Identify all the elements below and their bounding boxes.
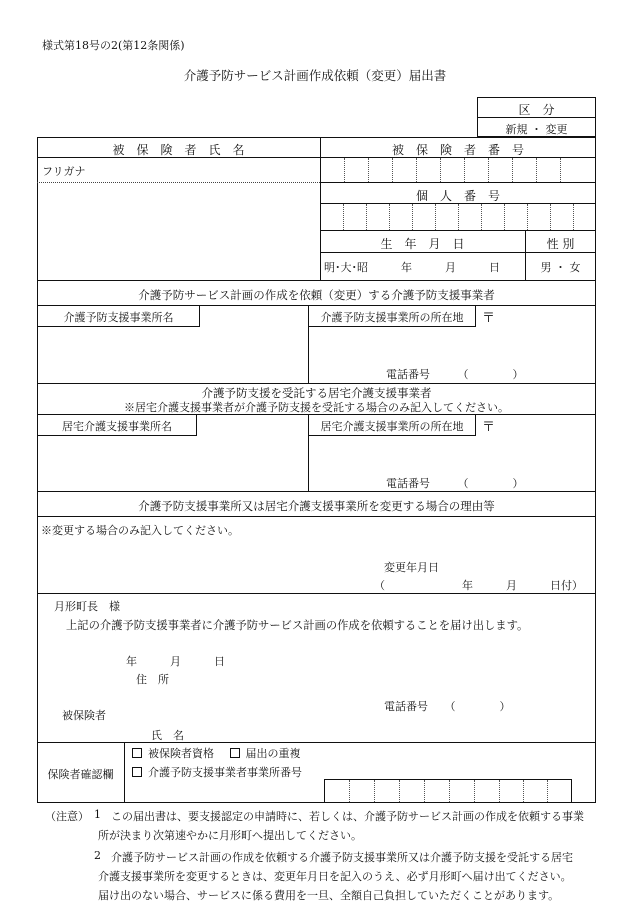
insurer-check-label: 保険者確認欄 (47, 768, 114, 781)
insured-number-field[interactable] (321, 158, 595, 182)
sex-field[interactable]: 男 ・ 女 (540, 261, 581, 274)
insurer-check-row1 (132, 745, 301, 761)
sex-header: 性 別 (546, 237, 575, 251)
furigana-label: フリガナ (42, 165, 86, 178)
insured-label: 被保険者 (62, 709, 106, 722)
notes-lead: （注意） (45, 810, 89, 823)
change-reason-note: ※変更する場合のみ記入してください。 (41, 524, 239, 537)
prevention-provider-name-label: 介護予防支援事業所名 (63, 311, 174, 324)
note-2-line-3: 届け出のない場合、サービスに係る費用を一旦、全額自己負担していただくことがあります。 (98, 889, 560, 902)
insurer-check-row2 (132, 764, 302, 780)
prevention-provider-title: 介護予防サービス計画の作成を依頼（変更）する介護予防支援事業者 (138, 288, 495, 302)
page-title: 介護予防サービス計画作成依頼（変更）届出書 (183, 68, 447, 83)
office-number-label: 介護予防支援事業者事業所番号 (148, 766, 302, 779)
home-care-provider-title: 介護予防支援を受託する居宅介護支援事業者 (201, 386, 432, 400)
duplicate-checkbox[interactable] (230, 748, 240, 758)
note-1-line-1: この届出書は、要支援認定の申請時に、若しくは、介護予防サービス計画の作成を依頼する事業 (111, 810, 584, 823)
prevention-provider-address-field[interactable] (309, 328, 595, 364)
qualification-checkbox[interactable] (132, 748, 142, 758)
note-2-line-1: 介護予防サービス計画の作成を依頼する介護予防支援事業所又は介護予防支援を受託する居宅 (111, 851, 573, 864)
declaration-phone[interactable]: 電話番号 （ ） (384, 700, 511, 713)
note-2-line-2: 介護支援事業所を変更するときは、変更年月日を記入のうえ、必ず月形町へ届け出てください。 (98, 870, 572, 883)
change-date-label: 変更年月日 (384, 561, 439, 574)
declaration-date[interactable]: 年 月 日 (126, 655, 225, 668)
personal-number-field[interactable] (321, 204, 595, 230)
category-value[interactable]: 新規 ・ 変更 (505, 123, 568, 136)
personal-number-header: 個 人 番 号 (415, 189, 500, 203)
postal-mark: 〒 (482, 311, 496, 326)
prevention-provider-address-label: 介護予防支援事業所の所在地 (320, 311, 464, 324)
home-care-provider-address-field[interactable] (309, 437, 595, 473)
prevention-provider-name-field[interactable] (38, 328, 307, 382)
office-number-field[interactable] (324, 779, 572, 803)
note-2-number: 2 (94, 849, 101, 862)
birth-date-header: 生 年 月 日 (380, 237, 465, 251)
insured-name-header: 被 保 険 者 氏 名 (112, 143, 245, 157)
insured-name-field[interactable] (38, 183, 319, 279)
form-number: 様式第18号の2(第12条関係) (42, 39, 185, 52)
note-1-number: 1 (94, 808, 101, 821)
office-number-checkbox[interactable] (132, 767, 142, 777)
addressee: 月形町長 様 (54, 600, 120, 613)
home-care-provider-name-field[interactable] (38, 437, 307, 490)
duplicate-label: 届出の重複 (245, 747, 301, 760)
home-care-provider-address-label: 居宅介護支援事業所の所在地 (320, 420, 464, 433)
note-1-line-2: 所が決まり次第速やかに月形町へ提出してください。 (98, 829, 362, 842)
home-care-provider-note: ※居宅介護支援事業者が介護予防支援を受託する場合のみ記入してください。 (124, 401, 509, 414)
change-date-field[interactable]: （ 年 月 日付） (374, 579, 583, 592)
qualification-label: 被保険者資格 (148, 747, 214, 760)
address-label: 住 所 (136, 673, 169, 686)
home-care-provider-phone[interactable]: 電話番号 （ ） (386, 477, 524, 490)
insured-number-header: 被 保 険 者 番 号 (391, 143, 524, 157)
declaration-statement: 上記の介護予防支援事業者に介護予防サービス計画の作成を依頼することを届け出します。 (66, 619, 529, 632)
category-label: 区 分 (518, 103, 555, 117)
prevention-provider-phone[interactable]: 電話番号 （ ） (386, 368, 524, 381)
home-care-provider-name-label: 居宅介護支援事業所名 (62, 420, 172, 433)
birth-date-field[interactable]: 明･大･昭 年 月 日 (324, 261, 500, 274)
postal-mark: 〒 (482, 420, 496, 435)
name-label: 氏 名 (151, 729, 184, 742)
change-reason-title: 介護予防支援事業所又は居宅介護支援事業所を変更する場合の理由等 (138, 499, 495, 513)
